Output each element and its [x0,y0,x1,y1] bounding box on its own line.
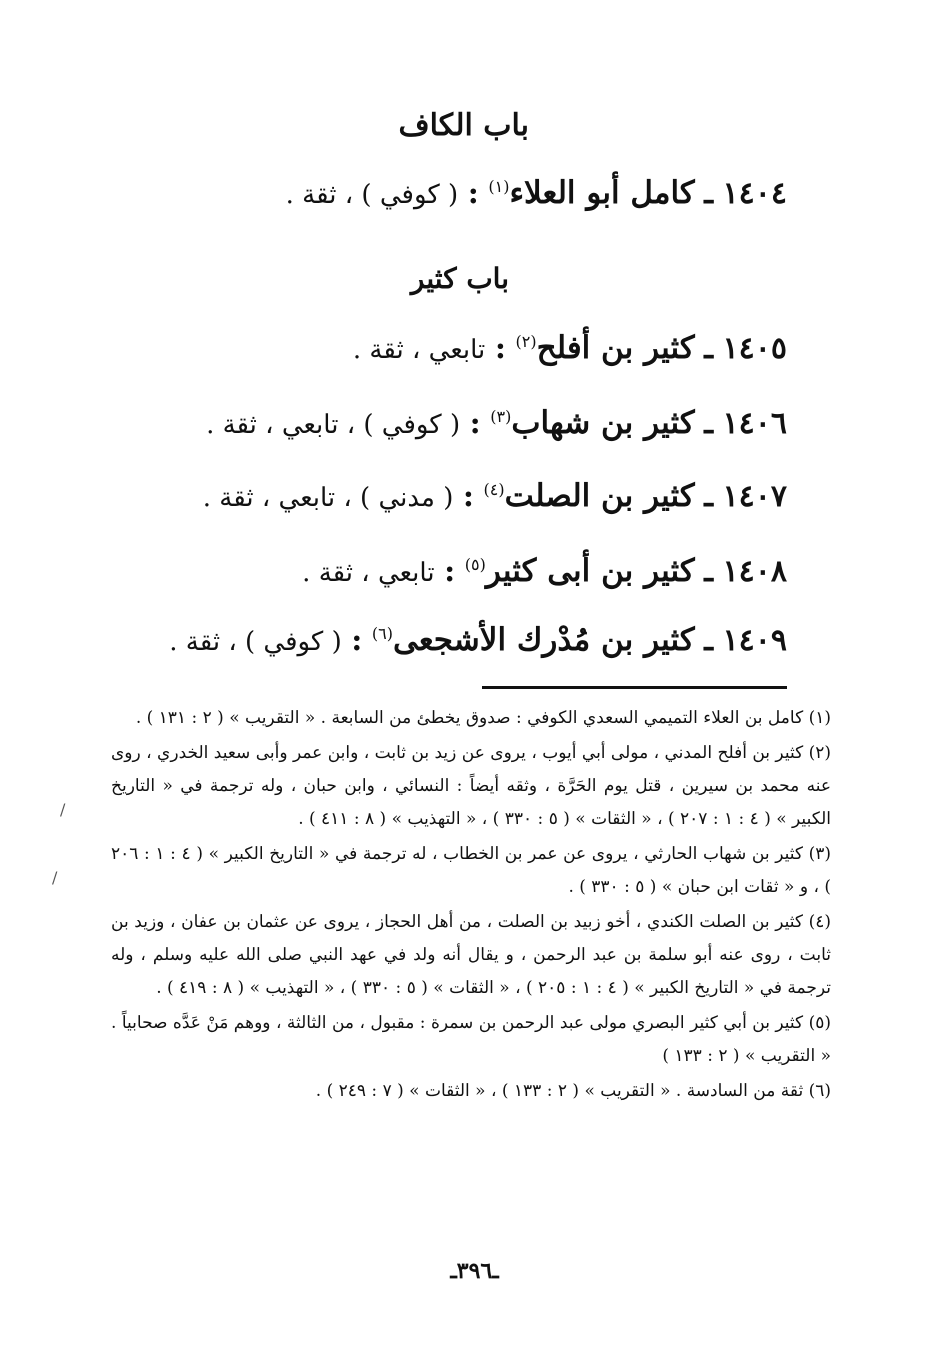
entry-colon: : [494,331,506,366]
footnote-ref: (١) [488,177,510,196]
entry-number: ١٤٠٨ [722,554,787,589]
chapter-heading-kathir: باب كثير [410,262,509,295]
footnote-divider [482,686,787,689]
entry-1408 [302,553,787,590]
entry-number: ١٤٠٩ [722,623,787,658]
entry-1404 [286,175,787,212]
entry-colon: : [351,623,363,658]
footnote-5: (٥) كثير بن أبي كثير البصري مولى عبد الرحمن بن سمرة : مقبول ، من الثالثة ، ووهم مَنْ عَدَّه صحابياً . « التقريب » ( ٢ : ١٣٣ ) [111,1013,831,1066]
entry-colon: : [469,406,481,441]
entry-name: كثير بن الصلت [504,478,695,514]
entry-colon: : [444,554,456,589]
entry-name: كثير بن أبى كثير [485,553,695,589]
footnote-ref: (٣) [490,407,512,426]
footnote-ref: (٤) [483,480,505,499]
footnote-ref: (٥) [464,555,486,574]
entry-number: ١٤٠٦ [722,406,787,441]
footnote-4: (٤) كثير بن الصلت الكندي ، أخو زبيد بن الصلت ، من أهل الحجاز ، يروى عن عثمان بن عفان ، وزيد بن ثابت ، روى عنه أبو سلمة بن عبد الرحمن ، و يقال أنه ولد في عهد النبي صلى الله عليه وسلم ، وله ترجمة في « التاريخ الكبير » ( ٤ : ١ : ٢٠٥ ) ، « الثقات » ( ٥ : ٣٣٠ ) ، « التهذيب » ( ٨ : ٤١٩ ) . [111,912,831,998]
page-number: ـ٣٩٦ـ [450,1258,499,1284]
entry-colon: : [467,176,479,211]
footnote-2: (٢) كثير بن أفلح المدني ، مولى أبي أيوب ، يروى عن زيد بن ثابت ، وابن عمر وأبى سعيد الخدري ، روى عنه محمد بن سيرين ، قتل يوم الحَرَّة ، وثقه أيضاً : النسائي ، وابن حبان ، وله ترجمة في « التاريخ الكبير » ( ٤ : ١ : ٢٠٧ ) ، « الثقات » ( ٥ : ٣٣٠ ) ، « التهذيب » ( ٨ : ٤١١ ) . [111,743,831,829]
entry-1406 [206,405,787,442]
entry-name: كثير بن شهاب [511,405,695,441]
entry-description: ( كوفي ) ، ثقة . [285,180,459,210]
entry-description: تابعي ، ثقة . [302,558,435,588]
footnote-3: (٣) كثير بن شهاب الحارثي ، يروى عن عمر بن الخطاب ، له ترجمة في « التاريخ الكبير » ( ٤ : ١ : ٢٠٦ ) ، و « ثقات ابن حبان » ( ٥ : ٣٣٠ ) . [111,844,831,897]
footnote-1: (١) كامل بن العلاء التميمي السعدي الكوفي : صدوق يخطئ من السابعة . « التقريب » ( ٢ : ١٣١ ) . [135,708,831,728]
entry-name: كامل أبو العلاء [509,175,695,211]
entry-1407 [203,478,787,515]
margin-pencil-mark: / [52,868,58,887]
footnote-ref: (٦) [371,624,393,643]
entry-dash: ـ [704,331,713,366]
entry-1409 [169,622,787,659]
entry-dash: ـ [704,554,713,589]
entry-name: كثير بن مُدْرك الأشجعى [393,622,695,658]
entry-description: ( كوفي ) ، تابعي ، ثقة . [206,410,461,440]
entry-number: ١٤٠٤ [722,176,787,211]
chapter-heading-kaf: باب الكاف [398,108,529,143]
entry-description: ( كوفي ) ، ثقة . [169,627,342,657]
entry-name: كثير بن أفلح [536,330,695,366]
entry-dash: ـ [704,176,713,211]
footnote-ref: (٢) [515,332,537,351]
footnotes-section [111,702,831,1110]
entry-number: ١٤٠٧ [722,479,787,514]
entry-1405 [353,330,787,367]
entry-dash: ـ [704,479,713,514]
entry-description: ( مدني ) ، تابعي ، ثقة . [202,483,454,513]
entry-colon: : [462,479,474,514]
margin-pencil-mark: / [60,800,66,819]
entry-dash: ـ [704,406,713,441]
footnote-6: (٦) ثقة من السادسة . « التقريب » ( ٢ : ١٣٣ ) ، « الثقات » ( ٧ : ٢٤٩ ) . [315,1081,831,1101]
entry-number: ١٤٠٥ [722,331,787,366]
entry-dash: ـ [704,623,713,658]
entry-description: تابعي ، ثقة . [352,335,486,365]
